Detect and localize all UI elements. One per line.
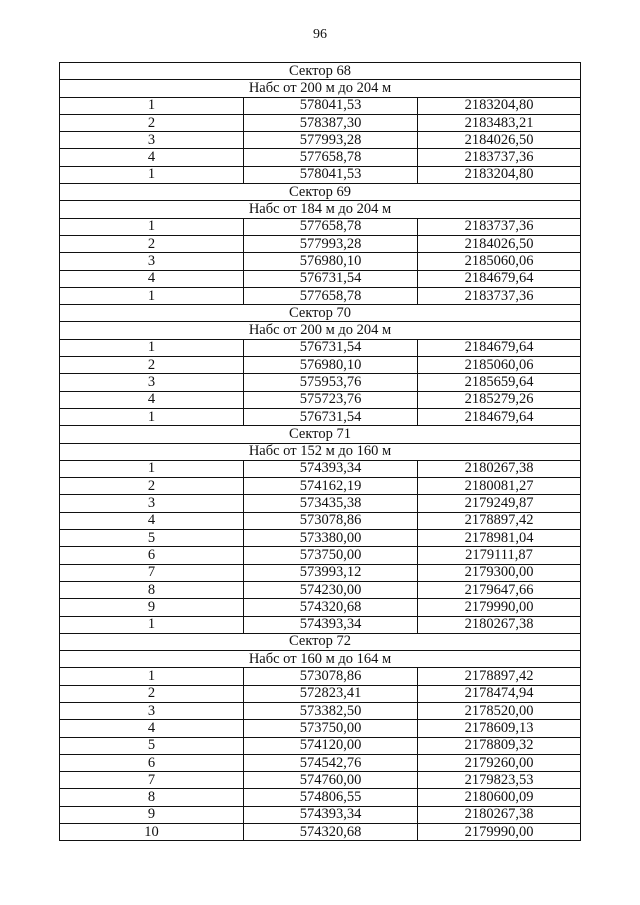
table-row [60, 530, 581, 547]
coordinate-y: 2180267,38 [418, 616, 581, 633]
coordinate-x: 573750,00 [244, 547, 418, 564]
table-row [60, 599, 581, 616]
point-number: 2 [60, 478, 244, 495]
point-number: 4 [60, 512, 244, 529]
height-range-row [60, 651, 581, 668]
table-row [60, 495, 581, 512]
point-number: 1 [60, 408, 244, 425]
table-row [60, 720, 581, 737]
coordinate-y: 2184679,64 [418, 270, 581, 287]
coordinate-x: 573435,38 [244, 495, 418, 512]
coordinate-y: 2179823,53 [418, 772, 581, 789]
coordinate-y: 2183204,80 [418, 97, 581, 114]
point-number: 1 [60, 668, 244, 685]
coordinate-y: 2180081,27 [418, 478, 581, 495]
coordinate-x: 574393,34 [244, 460, 418, 477]
table-row [60, 616, 581, 633]
point-number: 3 [60, 132, 244, 149]
table-row [60, 460, 581, 477]
point-number: 3 [60, 374, 244, 391]
table-row [60, 564, 581, 581]
coordinate-x: 577993,28 [244, 132, 418, 149]
table-row [60, 270, 581, 287]
table-row [60, 357, 581, 374]
point-number: 2 [60, 114, 244, 131]
coordinate-y: 2179647,66 [418, 581, 581, 598]
height-range-row [60, 322, 581, 339]
sector-title: Сектор 70 [60, 305, 581, 322]
table-row [60, 668, 581, 685]
point-number: 7 [60, 772, 244, 789]
coordinate-y: 2185279,26 [418, 391, 581, 408]
table-row [60, 408, 581, 425]
table-row [60, 339, 581, 356]
coordinate-x: 576731,54 [244, 270, 418, 287]
height-range: Набс от 200 м до 204 м [60, 322, 581, 339]
coordinate-y: 2179990,00 [418, 599, 581, 616]
height-range: Набс от 184 м до 204 м [60, 201, 581, 218]
coordinate-y: 2178520,00 [418, 702, 581, 719]
coordinate-x: 578041,53 [244, 97, 418, 114]
coordinate-y: 2180267,38 [418, 806, 581, 823]
coordinate-x: 577658,78 [244, 218, 418, 235]
coordinate-y: 2183737,36 [418, 287, 581, 304]
point-number: 8 [60, 581, 244, 598]
coordinate-y: 2185659,64 [418, 374, 581, 391]
coordinate-y: 2183204,80 [418, 166, 581, 183]
point-number: 9 [60, 599, 244, 616]
height-range-row [60, 443, 581, 460]
coordinate-x: 576980,10 [244, 253, 418, 270]
table-row [60, 789, 581, 806]
coordinate-y: 2184026,50 [418, 132, 581, 149]
coordinate-y: 2184026,50 [418, 235, 581, 252]
coordinate-y: 2178609,13 [418, 720, 581, 737]
table-row [60, 132, 581, 149]
height-range: Набс от 200 м до 204 м [60, 80, 581, 97]
table-row [60, 685, 581, 702]
coordinate-x: 574393,34 [244, 806, 418, 823]
coordinate-x: 574230,00 [244, 581, 418, 598]
page-number: 96 [313, 27, 327, 42]
sector-header-row [60, 305, 581, 322]
point-number: 4 [60, 720, 244, 737]
coordinate-y: 2185060,06 [418, 357, 581, 374]
coordinate-x: 573380,00 [244, 530, 418, 547]
coordinate-y: 2184679,64 [418, 408, 581, 425]
table-row [60, 374, 581, 391]
table-row [60, 149, 581, 166]
coordinate-x: 578041,53 [244, 166, 418, 183]
coordinate-x: 576980,10 [244, 357, 418, 374]
table-row [60, 547, 581, 564]
table-row [60, 391, 581, 408]
coordinate-x: 577658,78 [244, 149, 418, 166]
coordinate-x: 577658,78 [244, 287, 418, 304]
coordinate-x: 575953,76 [244, 374, 418, 391]
height-range: Набс от 160 м до 164 м [60, 651, 581, 668]
coordinate-y: 2183737,36 [418, 149, 581, 166]
coordinate-x: 574120,00 [244, 737, 418, 754]
coordinate-y: 2179260,00 [418, 754, 581, 771]
table-row [60, 824, 581, 841]
table-row [60, 806, 581, 823]
coordinate-y: 2184679,64 [418, 339, 581, 356]
sector-title: Сектор 68 [60, 63, 581, 80]
coordinate-x: 574760,00 [244, 772, 418, 789]
coordinate-x: 574542,76 [244, 754, 418, 771]
coordinate-x: 573382,50 [244, 702, 418, 719]
height-range-row [60, 201, 581, 218]
sector-header-row [60, 426, 581, 443]
point-number: 1 [60, 218, 244, 235]
point-number: 1 [60, 339, 244, 356]
coordinate-y: 2178897,42 [418, 512, 581, 529]
point-number: 4 [60, 270, 244, 287]
coordinates-table-body [60, 63, 581, 841]
coordinate-x: 576731,54 [244, 339, 418, 356]
coordinate-x: 572823,41 [244, 685, 418, 702]
coordinate-y: 2178474,94 [418, 685, 581, 702]
coordinate-x: 573078,86 [244, 512, 418, 529]
coordinate-x: 574320,68 [244, 824, 418, 841]
table-row [60, 97, 581, 114]
point-number: 6 [60, 547, 244, 564]
sector-title: Сектор 71 [60, 426, 581, 443]
sector-header-row [60, 184, 581, 201]
coordinate-y: 2178809,32 [418, 737, 581, 754]
table-row [60, 478, 581, 495]
table-row [60, 287, 581, 304]
coordinate-y: 2179249,87 [418, 495, 581, 512]
point-number: 2 [60, 357, 244, 374]
point-number: 3 [60, 702, 244, 719]
table-row [60, 253, 581, 270]
point-number: 1 [60, 287, 244, 304]
point-number: 5 [60, 737, 244, 754]
coordinate-y: 2183483,21 [418, 114, 581, 131]
point-number: 10 [60, 824, 244, 841]
point-number: 3 [60, 495, 244, 512]
table-row [60, 772, 581, 789]
coordinate-x: 578387,30 [244, 114, 418, 131]
point-number: 9 [60, 806, 244, 823]
coordinate-y: 2179111,87 [418, 547, 581, 564]
coordinate-y: 2185060,06 [418, 253, 581, 270]
table-row [60, 235, 581, 252]
coordinate-x: 573078,86 [244, 668, 418, 685]
coordinate-y: 2179990,00 [418, 824, 581, 841]
table-row [60, 754, 581, 771]
point-number: 1 [60, 616, 244, 633]
table-row [60, 512, 581, 529]
coordinate-y: 2183737,36 [418, 218, 581, 235]
table-row [60, 114, 581, 131]
point-number: 4 [60, 391, 244, 408]
coordinate-y: 2179300,00 [418, 564, 581, 581]
point-number: 7 [60, 564, 244, 581]
point-number: 1 [60, 460, 244, 477]
height-range-row [60, 80, 581, 97]
coordinate-y: 2180600,09 [418, 789, 581, 806]
coordinate-x: 573750,00 [244, 720, 418, 737]
point-number: 1 [60, 97, 244, 114]
coordinate-x: 574162,19 [244, 478, 418, 495]
coordinates-table [59, 62, 581, 841]
point-number: 6 [60, 754, 244, 771]
coordinate-x: 577993,28 [244, 235, 418, 252]
sector-header-row [60, 633, 581, 650]
point-number: 3 [60, 253, 244, 270]
sector-title: Сектор 69 [60, 184, 581, 201]
height-range: Набс от 152 м до 160 м [60, 443, 581, 460]
coordinate-y: 2178981,04 [418, 530, 581, 547]
point-number: 1 [60, 166, 244, 183]
table-row [60, 218, 581, 235]
point-number: 2 [60, 685, 244, 702]
sector-header-row [60, 63, 581, 80]
table-row [60, 737, 581, 754]
coordinate-x: 574320,68 [244, 599, 418, 616]
coordinate-x: 576731,54 [244, 408, 418, 425]
coordinate-x: 574806,55 [244, 789, 418, 806]
point-number: 5 [60, 530, 244, 547]
point-number: 4 [60, 149, 244, 166]
point-number: 2 [60, 235, 244, 252]
table-row [60, 702, 581, 719]
sector-title: Сектор 72 [60, 633, 581, 650]
coordinate-y: 2180267,38 [418, 460, 581, 477]
table-row [60, 581, 581, 598]
coordinate-x: 575723,76 [244, 391, 418, 408]
coordinate-x: 574393,34 [244, 616, 418, 633]
coordinate-y: 2178897,42 [418, 668, 581, 685]
coordinate-x: 573993,12 [244, 564, 418, 581]
table-row [60, 166, 581, 183]
point-number: 8 [60, 789, 244, 806]
